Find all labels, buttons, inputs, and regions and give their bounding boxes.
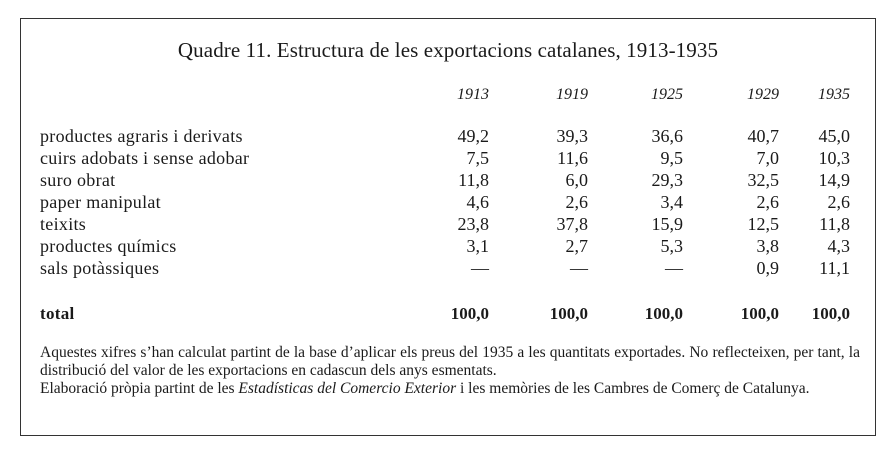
cell-value: 37,8 bbox=[556, 214, 588, 234]
table-row bbox=[0, 148, 896, 170]
year-header: 1929 bbox=[747, 86, 779, 103]
row-label: cuirs adobats i sense adobar bbox=[40, 148, 250, 168]
table-row bbox=[0, 192, 896, 214]
cell-value: 6,0 bbox=[565, 170, 588, 190]
table-row bbox=[0, 258, 896, 280]
cell-value: 0,9 bbox=[756, 258, 779, 278]
cell-value: 49,2 bbox=[457, 126, 489, 146]
total-row bbox=[0, 304, 896, 326]
cell-value: 39,3 bbox=[556, 126, 588, 146]
methodology-note: Aquestes xifres s’han calculat partint de la base d’aplicar els preus del 1935 a les quantitats exportades. No reflecteixen, per tant, la distribució del valor de les exportacions en cadascun dels anys esmentats. bbox=[40, 344, 860, 379]
cell-value: 4,3 bbox=[827, 236, 850, 256]
row-label: productes agraris i derivats bbox=[40, 126, 243, 146]
table-title: Quadre 11. Estructura de les exportacions catalanes, 1913-1935 bbox=[177, 38, 719, 62]
cell-value: 29,3 bbox=[651, 170, 683, 190]
row-label: suro obrat bbox=[40, 170, 116, 190]
table-row bbox=[0, 236, 896, 258]
cell-value: 3,1 bbox=[466, 236, 489, 256]
source-note-suffix: i les memòries de les Cambres de Comerç de Catalunya. bbox=[456, 380, 810, 397]
cell-value: 2,7 bbox=[565, 236, 588, 256]
cell-value: — bbox=[665, 258, 683, 278]
cell-value: 40,7 bbox=[747, 126, 779, 146]
year-header: 1935 bbox=[818, 86, 850, 103]
year-header: 1919 bbox=[556, 86, 588, 103]
cell-value: 45,0 bbox=[818, 126, 850, 146]
year-header: 1913 bbox=[457, 86, 489, 103]
cell-value: 3,4 bbox=[660, 192, 683, 212]
row-label: paper manipulat bbox=[40, 192, 161, 212]
cell-value: 14,9 bbox=[818, 170, 850, 190]
table-notes bbox=[40, 344, 860, 398]
cell-value: 11,8 bbox=[458, 170, 489, 190]
cell-value: 11,1 bbox=[819, 258, 850, 278]
cell-value: 3,8 bbox=[756, 236, 779, 256]
cell-value: 12,5 bbox=[747, 214, 779, 234]
total-value: 100,0 bbox=[644, 304, 683, 323]
table-row bbox=[0, 214, 896, 236]
year-header: 1925 bbox=[651, 86, 683, 103]
total-value: 100,0 bbox=[450, 304, 489, 323]
cell-value: 5,3 bbox=[660, 236, 683, 256]
cell-value: 2,6 bbox=[756, 192, 779, 212]
source-note bbox=[40, 380, 860, 398]
total-label: total bbox=[40, 304, 75, 323]
cell-value: 11,6 bbox=[557, 148, 588, 168]
cell-value: 11,8 bbox=[819, 214, 850, 234]
cell-value: 4,6 bbox=[466, 192, 489, 212]
table-row bbox=[0, 170, 896, 192]
cell-value: 10,3 bbox=[818, 148, 850, 168]
row-label: teixits bbox=[40, 214, 87, 234]
cell-value: 7,5 bbox=[466, 148, 489, 168]
cell-value: 9,5 bbox=[660, 148, 683, 168]
total-value: 100,0 bbox=[549, 304, 588, 323]
row-label: productes químics bbox=[40, 236, 177, 256]
source-note-prefix: Elaboració pròpia partint de les bbox=[40, 380, 239, 397]
total-value: 100,0 bbox=[740, 304, 779, 323]
cell-value: 15,9 bbox=[651, 214, 683, 234]
cell-value: — bbox=[570, 258, 588, 278]
cell-value: 7,0 bbox=[756, 148, 779, 168]
row-label: sals potàssiques bbox=[40, 258, 160, 278]
cell-value: 2,6 bbox=[565, 192, 588, 212]
cell-value: 32,5 bbox=[747, 170, 779, 190]
cell-value: — bbox=[471, 258, 489, 278]
source-title: Estadísticas del Comercio Exterior bbox=[238, 380, 457, 397]
cell-value: 36,6 bbox=[651, 126, 683, 146]
cell-value: 2,6 bbox=[827, 192, 850, 212]
cell-value: 23,8 bbox=[457, 214, 489, 234]
table-row bbox=[0, 126, 896, 148]
total-value: 100,0 bbox=[811, 304, 850, 323]
